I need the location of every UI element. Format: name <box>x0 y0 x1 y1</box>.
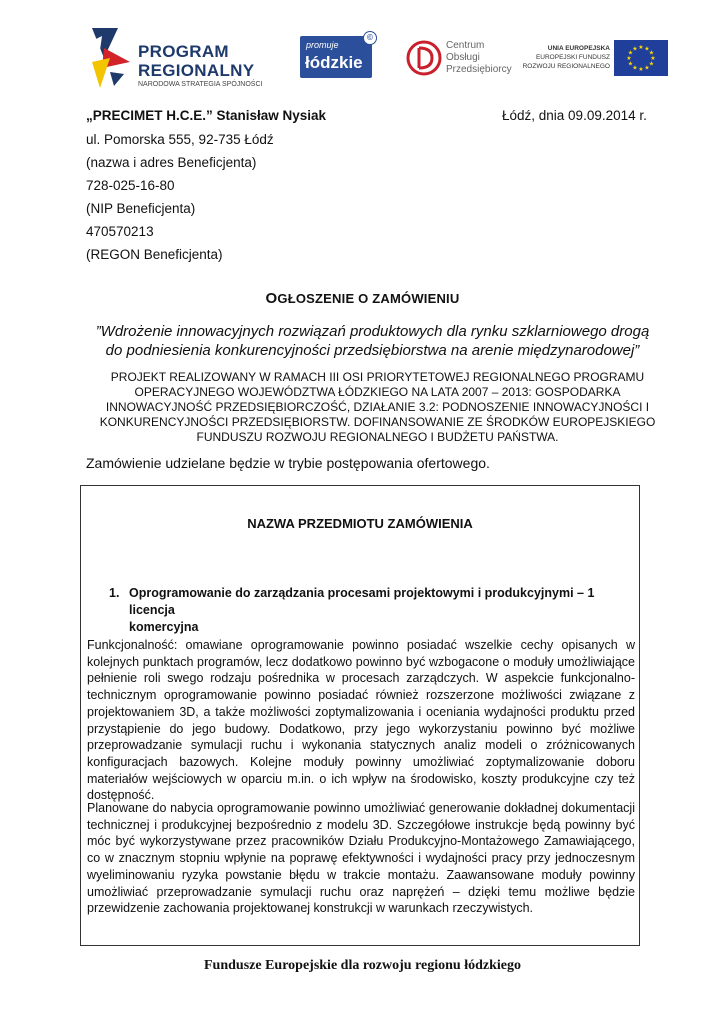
logo-strip <box>88 24 668 92</box>
program-logo-line3: NARODOWA STRATEGIA SPÓJNOŚCI <box>138 81 263 88</box>
promuje-lodzkie-logo <box>300 33 373 78</box>
svg-text:★: ★ <box>632 45 638 53</box>
document-date: Łódź, dnia 09.09.2014 r. <box>502 108 647 123</box>
svg-text:★: ★ <box>626 55 632 62</box>
svg-text:★: ★ <box>650 55 656 62</box>
box-title: NAZWA PRZEDMIOTU ZAMÓWIENIA <box>247 516 473 531</box>
svg-text:★: ★ <box>648 49 655 57</box>
company-name: „PRECIMET H.C.E.” Stanisław Nysiak <box>86 108 327 123</box>
cob-logo-line2: Obsługi <box>446 52 480 63</box>
lodzkie-logo-line1: promuje <box>306 40 339 50</box>
svg-text:★: ★ <box>644 64 650 72</box>
project-line3: INNOWACYJNOŚĆ PRZEDSIĘBIORCZOŚĆ, DZIAŁANIE 3.2: PODNOSZENIE INNOWACYJNOŚCI I <box>105 400 650 414</box>
program-logo-line2: REGIONALNY <box>138 61 255 80</box>
regon-label: (REGON Beneficjenta) <box>86 247 223 262</box>
item-title-line2: komercyjna <box>129 620 199 634</box>
svg-text:★: ★ <box>627 49 634 57</box>
svg-text:★: ★ <box>644 45 650 53</box>
ue-logo-line3: ROZWOJU REGIONALNEGO <box>522 63 610 70</box>
nip-label: (NIP Beneficjenta) <box>86 201 196 216</box>
lodzkie-logo-line2: łódzkie <box>305 53 363 72</box>
eu-flag-icon <box>614 40 668 76</box>
project-line2: OPERACYJNEGO WOJEWÓDZTWA ŁÓDZKIEGO NA LATA 2007 – 2013: GOSPODARKA <box>134 385 621 399</box>
item-number: 1. <box>109 586 120 600</box>
lodzkie-badge: © <box>363 31 377 45</box>
subtitle-line1: ”Wdrożenie innowacyjnych rozwiązań produktowych dla rynku szklarniowego drogą <box>95 323 650 340</box>
centrum-obslugi-logo <box>406 38 512 80</box>
program-regionalny-logo <box>90 28 280 90</box>
project-line5: FUNDUSZU ROZWOJU REGIONALNEGO I BUDŻETU PAŃSTWA. <box>196 430 559 444</box>
program-logo-line1: PROGRAM <box>138 42 229 61</box>
cob-logo-line3: Przedsiębiorcy <box>446 64 512 75</box>
footer-text: Fundusze Europejskie dla rozwoju regionu łódzkiego <box>204 958 521 973</box>
page-title <box>0 290 725 307</box>
project-subtitle <box>60 322 685 360</box>
ue-logo-line1: UNIA EUROPEJSKA <box>547 45 610 52</box>
ue-logo <box>520 38 668 78</box>
functionality-paragraph: Funkcjonalność: omawiane oprogramowanie powinno posiadać wszelkie cechy opisanych w kolejnych punktach programów, lecz dodatkowo powinno być wzbogacone o moduły umożliwiające pełnienie roli swego rodzaju pośrednika w procesach zarządczych. W aspekcie funkcjonalno-technicznym oprogramowanie powinno posiadać również rozszerzone możliwości związane z projektowaniem 3D, a także możliwości zoptymalizowania i oceniania wydajności produktu przed przystąpienie do jego budowy. Dodatkowo, przy jego wykorzystaniu powinno być możliwe przeprowadzanie symulacji ruchu i wykonania statycznych analiz modeli o zróżnicowanych konfiguracjach bazowych. Kolejne moduły powinny umożliwiać zoptymalizowanie doboru materiałów wejściowych w oparciu m.in. o ich wpływ na środowisko, koszty produkcyjne czy też dostępność. <box>87 638 635 803</box>
svg-text:★: ★ <box>627 60 634 68</box>
svg-text:★: ★ <box>638 44 644 51</box>
order-subject-box <box>80 485 640 946</box>
cob-logo-line1: Centrum <box>446 40 485 51</box>
nip-value: 728-025-16-80 <box>86 178 175 193</box>
svg-text:★: ★ <box>638 66 644 73</box>
cob-emblem-icon <box>406 38 442 78</box>
title-rest: GŁOSZENIE O ZAMÓWIENIU <box>277 291 460 306</box>
project-description <box>70 370 685 445</box>
address-label: (nazwa i adres Beneficjenta) <box>86 155 257 170</box>
star-logo-icon <box>90 28 132 90</box>
svg-text:★: ★ <box>632 64 638 72</box>
title-initial: O <box>265 290 278 307</box>
ue-logo-line2: EUROPEJSKI FUNDUSZ <box>535 54 610 61</box>
project-line4: KONKURENCYJNOŚCI PRZEDSIĘBIORSTW. DOFINANSOWANIE ZE ŚRODKÓW EUROPEJSKIEGO <box>99 415 656 429</box>
subtitle-line2: do podniesienia konkurencyjności przedsiębiorstwa na arenie międzynarodowej” <box>105 342 640 359</box>
documentation-paragraph: Planowane do nabycia oprogramowanie powinno umożliwiać generowanie dokładnej dokumentacji technicznej i produkcyjnej bezpośrednio z modelu 3D. Szczegółowe instrukcje będą powinny być móc być wykorzystywane przez pracowników Działu Produkcyjno-Montażowego Zamawiającego, co w znacznym stopniu wpłynie na poprawę efektywności i wydajności pracy przy jednoczesnym wyeliminowaniu ryzyka powstanie błędu w trakcie montażu. Zaawansowane moduły powinny umożliwiać przeprowadzanie symulacji ruchu oraz naprężeń – dzięki temu możliwe będzie przewidzenie zachowania projektowanej konstrukcji w warunkach rzeczywistych. <box>87 801 635 916</box>
project-line1: PROJEKT REALIZOWANY W RAMACH III OSI PRIORYTETOWEJ REGIONALNEGO PROGRAMU <box>110 370 645 384</box>
svg-text:★: ★ <box>648 60 655 68</box>
procedure-mode: Zamówienie udzielane będzie w trybie postępowania ofertowego. <box>86 455 490 471</box>
regon-value: 470570213 <box>86 224 154 239</box>
company-address: ul. Pomorska 555, 92-735 Łódź <box>86 132 274 147</box>
item-title-line1: Oprogramowanie do zarządzania procesami projektowymi i produkcyjnymi – 1 licencja <box>129 586 595 617</box>
